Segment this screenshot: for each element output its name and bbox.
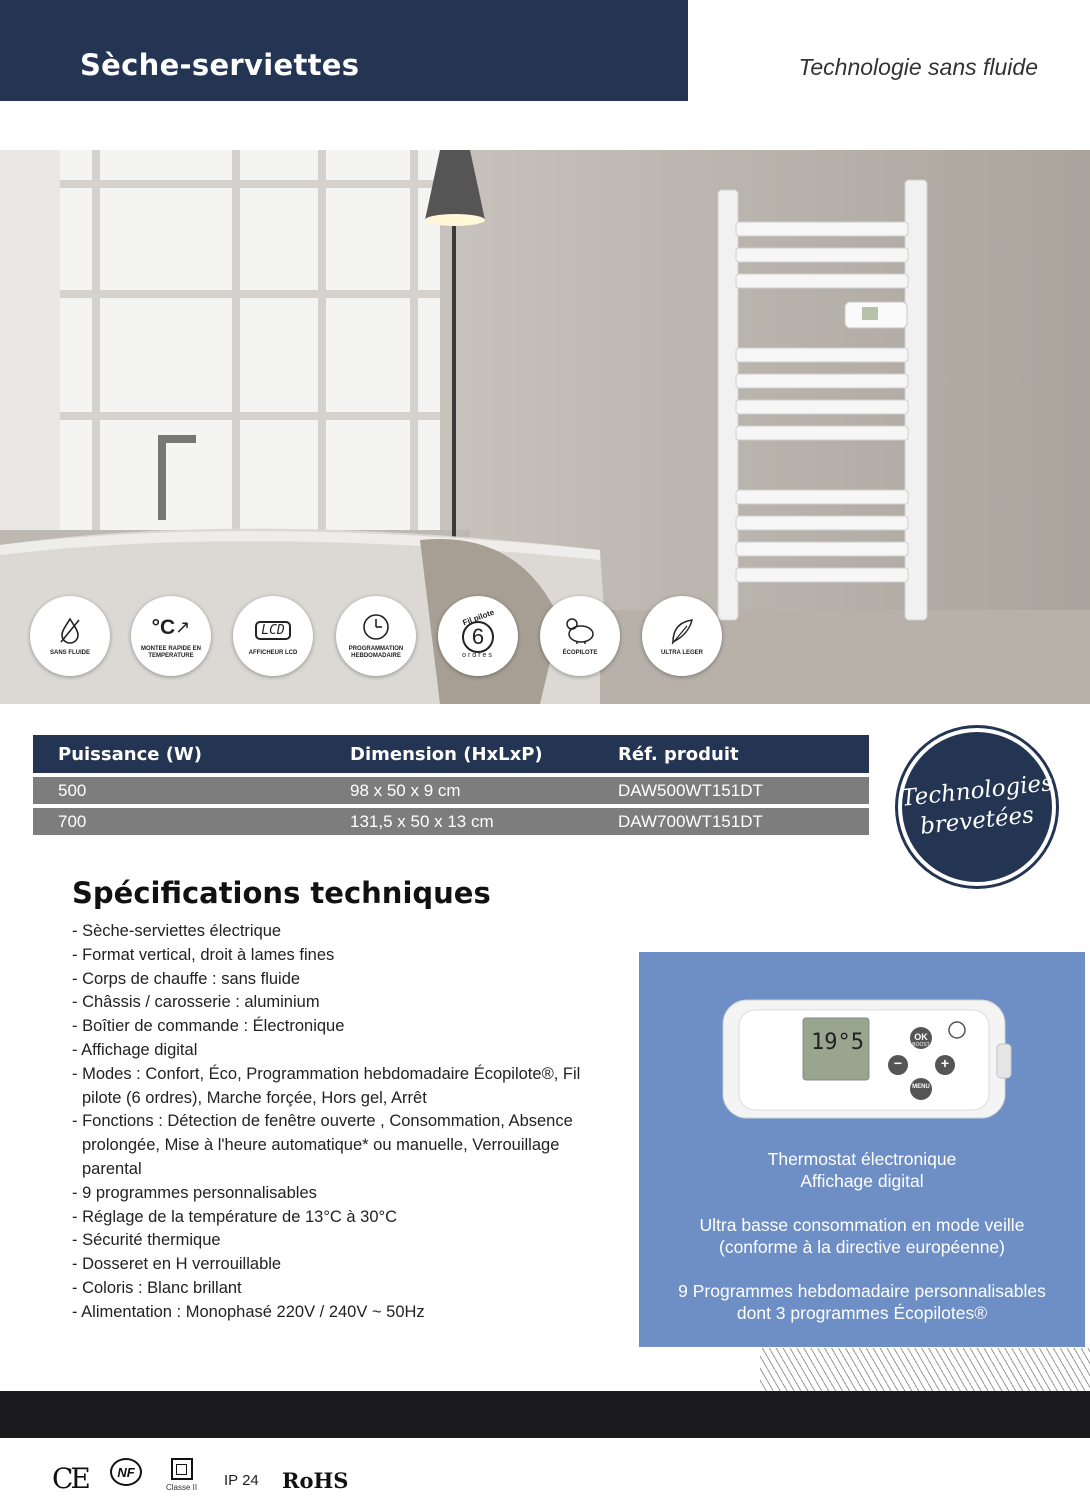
panel-text-line: 9 Programmes hebdomadaire personnalisables	[678, 1281, 1046, 1301]
feature-label: MONTEE RAPIDE EN TEMPERATURE	[140, 646, 201, 659]
spec-item: - Dosseret en H verrouillable	[72, 1255, 282, 1274]
feature-afficheur-lcd	[233, 596, 313, 676]
feature-montee-rapide	[131, 596, 211, 676]
clock-icon	[361, 612, 391, 642]
certification-logos	[0, 1450, 1090, 1500]
cell-dimension: 98 x 50 x 9 cm	[350, 780, 461, 800]
footer-bar	[0, 1391, 1090, 1438]
header-dimension: Dimension (HxLxP)	[350, 743, 543, 765]
spec-item: - Sèche-serviettes électrique	[72, 922, 282, 940]
table-row	[33, 777, 869, 804]
spec-item: - Format vertical, droit à lames fines	[72, 945, 335, 964]
panel-text-line: Affichage digital	[800, 1171, 924, 1191]
feature-ultra-leger	[642, 596, 722, 676]
double-square-icon	[171, 1458, 193, 1480]
specs-heading: Spécifications techniques	[72, 876, 491, 910]
panel-block-3	[639, 1280, 1085, 1324]
panel-text-line: Thermostat électronique	[767, 1149, 957, 1169]
thermostat-display: 19°5	[811, 1030, 864, 1055]
ce-logo: CE	[52, 1462, 88, 1495]
spec-item: - Corps de chauffe : sans fluide	[72, 969, 301, 988]
piggy-bank-icon	[563, 616, 597, 646]
spec-item: - Affichage digital	[72, 1040, 198, 1059]
decorative-stripes	[760, 1348, 1090, 1391]
spec-item: - Châssis / carosserie : aluminium	[72, 993, 320, 1012]
page-subtitle: Technologie sans fluide	[798, 54, 1038, 80]
classe-label: Classe II	[166, 1483, 198, 1492]
specs-list	[72, 920, 612, 1325]
celsius-arrow-icon: °C ↗	[151, 615, 191, 639]
cell-puissance: 700	[58, 811, 87, 831]
feather-icon	[667, 616, 697, 646]
panel-block-1	[639, 1148, 1085, 1192]
six-orders-icon: 6	[462, 622, 494, 652]
cell-reference: DAW500WT151DT	[618, 780, 763, 800]
fil-pilote-label: Fil pilote	[460, 607, 495, 628]
spec-item: - Sécurité thermique	[72, 1231, 221, 1250]
feature-label: PROGRAMMATION HEBDOMADAIRE	[348, 646, 404, 659]
panel-text-line: (conforme à la directive européenne)	[719, 1237, 1005, 1257]
feature-label: ÉCOPILOTE	[562, 649, 598, 656]
cell-puissance: 500	[58, 780, 87, 800]
spec-item: - 9 programmes personnalisables	[72, 1183, 317, 1202]
rohs-logo: RoHS	[282, 1468, 349, 1493]
seal-line-1: Technologies	[899, 770, 1054, 812]
cell-dimension: 131,5 x 50 x 13 cm	[350, 811, 494, 831]
spec-item: - Alimentation : Monophasé 220V / 240V ~ 50Hz	[72, 1302, 425, 1321]
seal-line-2: brevetées	[918, 802, 1036, 840]
feature-label: AFFICHEUR LCD	[248, 649, 298, 656]
ok-button: OK	[914, 1032, 928, 1042]
panel-text-line: dont 3 programmes Écopilotes®	[736, 1303, 988, 1323]
feature-sans-fluide	[30, 596, 110, 676]
header-reference: Réf. produit	[618, 743, 739, 765]
thermostat-panel	[639, 952, 1085, 1347]
ip-rating: IP 24	[224, 1472, 259, 1489]
feature-label: SANS FLUIDE	[49, 649, 90, 656]
feature-programmation	[336, 596, 416, 676]
cell-reference: DAW700WT151DT	[618, 811, 763, 831]
feature-fil-pilote	[438, 596, 518, 676]
menu-button: MENU	[912, 1084, 930, 1090]
feature-label: ULTRA LEGER	[661, 649, 703, 656]
spec-item: - Fonctions : Détection de fenêtre ouverte , Consommation, Absence prolongée, Mise à l'heure automatique* ou manuelle, Verrouillage parental	[72, 1112, 573, 1178]
no-drop-icon	[55, 616, 85, 646]
nf-logo: NF	[110, 1458, 142, 1486]
plus-button: +	[940, 1055, 950, 1071]
boost-label: BOOST	[912, 1042, 930, 1048]
ordres-label: ordres	[462, 652, 494, 659]
panel-block-2	[639, 1214, 1085, 1258]
header-puissance: Puissance (W)	[58, 743, 203, 765]
spec-item: - Réglage de la température de 13°C à 30°C	[72, 1207, 398, 1226]
feature-ecopilote	[540, 596, 620, 676]
minus-button: −	[893, 1055, 903, 1071]
spec-item: - Coloris : Blanc brillant	[72, 1278, 242, 1297]
classe-ii-logo	[166, 1458, 197, 1492]
lcd-icon: LCD	[255, 616, 290, 646]
page-title: Sèche-serviettes	[80, 48, 360, 82]
spec-item: - Modes : Confort, Éco, Programmation hebdomadaire Écopilote®, Fil pilote (6 ordres), Marche forçée, Hors gel, Arrêt	[72, 1064, 581, 1107]
panel-text-line: Ultra basse consommation en mode veille	[699, 1215, 1025, 1235]
technologies-brevetees-seal	[898, 728, 1056, 886]
table-header	[33, 735, 869, 773]
table-row	[33, 808, 869, 835]
product-table	[33, 735, 869, 835]
spec-item: - Boîtier de commande : Électronique	[72, 1017, 345, 1036]
